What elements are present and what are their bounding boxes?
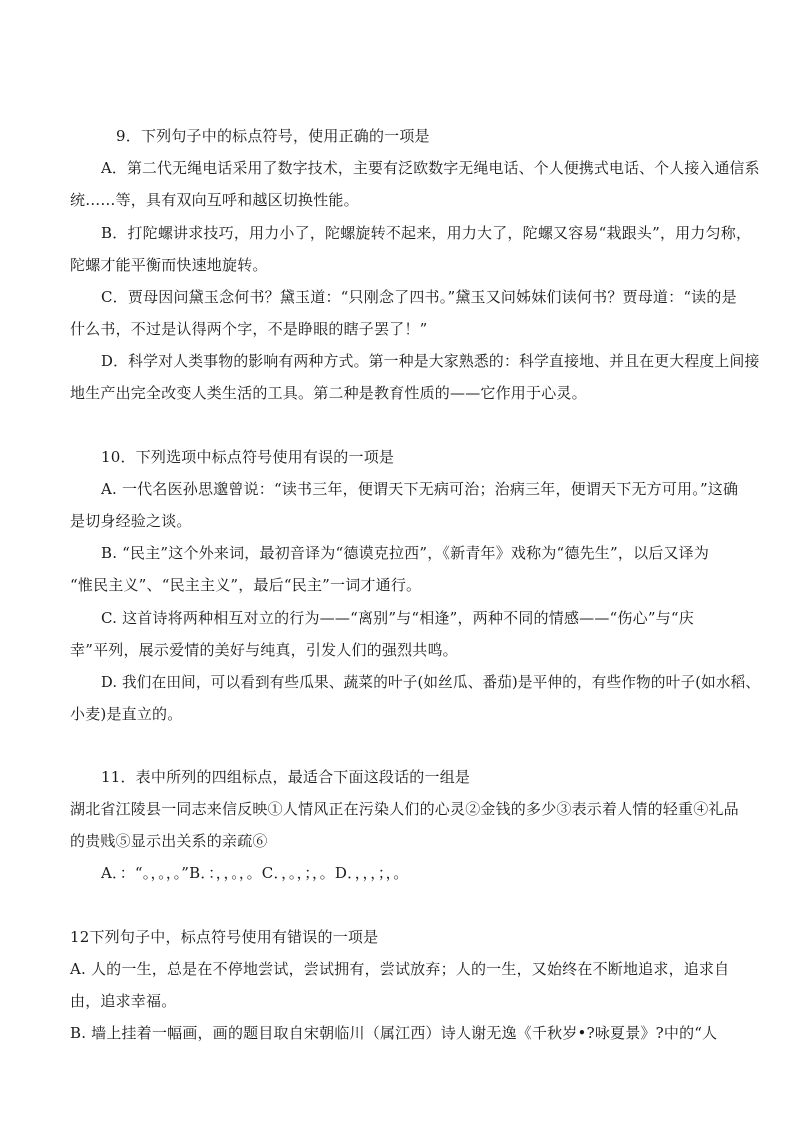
- q12-option-b-line1: B. 墙上挂着一幅画，画的题目取自宋朝临川（属江西）诗人谢无逸《千秋岁•?咏夏景》?中的“人: [70, 1024, 718, 1042]
- q10-option-b-line1: B. “民主”这个外来词，最初音译为“德谟克拉西”，《新青年》戏称为“德先生”，以后又译为: [101, 544, 710, 562]
- q11-title: 11．表中所列的四组标点，最适合下面这段话的一组是: [101, 768, 471, 786]
- q10-option-a-line1: A. 一代名医孙思邈曾说：“读书三年，便谓天下无病可治；治病三年，便谓天下无方可用。”这确: [101, 480, 739, 498]
- q9-option-b-line2: 陀螺才能平衡而快速地旋转。: [70, 256, 268, 274]
- q9-option-d-line2: 地生产出完全改变人类生活的工具。第二种是教育性质的——它作用于心灵。: [70, 384, 587, 402]
- q12-option-a-line1: A. 人的一生，总是在不停地尝试，尝试拥有，尝试放弃；人的一生，又始终在不断地追求，追求自: [70, 960, 730, 978]
- q10-option-d-line2: 小麦)是直立的。: [70, 705, 183, 723]
- q11-passage-line1: 湖北省江陵县一同志来信反映①人情风正在污染人们的心灵②金钱的多少③表示着人情的轻重④礼品: [70, 800, 739, 818]
- q11-options: A．：“。，。，。”B．：，，。，。C．，。，；，。D．，，，；，。: [101, 864, 409, 882]
- q9-option-c-line1: C．贾母因问黛玉念何书？黛玉道：“只刚念了四书。”黛玉又问姊妹们读何书？贾母道：“读的是: [101, 288, 737, 306]
- q12-option-a-line2: 由，追求幸福。: [70, 992, 177, 1010]
- q9-option-b-line1: B．打陀螺讲求技巧，用力小了，陀螺旋转不起来，用力大了，陀螺又容易“栽跟头”，用力匀称，: [101, 224, 752, 242]
- q10-option-b-line2: “惟民主义”、“民主主义”，最后“民主”一词才通行。: [70, 576, 422, 594]
- q11-passage-line2: 的贵贱⑤显示出关系的亲疏⑥: [70, 832, 268, 850]
- q10-option-c-line2: 幸”平列，展示爱情的美好与纯真，引发人们的强烈共鸣。: [70, 641, 458, 659]
- q10-option-c-line1: C. 这首诗将两种相互对立的行为——“离别”与“相逢”，两种不同的情感——“伤心”与“庆: [101, 609, 694, 627]
- q10-option-a-line2: 是切身经验之谈。: [70, 512, 192, 530]
- q9-title: 9．下列句子中的标点符号，使用正确的一项是: [116, 127, 430, 145]
- q10-title: 10．下列选项中标点符号使用有误的一项是: [101, 448, 395, 466]
- q9-option-d-line1: D．科学对人类事物的影响有两种方式。第一种是大家熟悉的：科学直接地、并且在更大程度上间接: [101, 352, 760, 370]
- q10-option-d-line1: D. 我们在田间，可以看到有些瓜果、蔬菜的叶子(如丝瓜、番茄)是平伸的，有些作物的叶子(如水稻、: [101, 673, 761, 691]
- q9-option-a-line2: 统……等，具有双向互呼和越区切换性能。: [70, 191, 359, 209]
- q9-option-c-line2: 什么书，不过是认得两个字，不是睁眼的瞎子罢了！”: [70, 320, 428, 338]
- q9-option-a-line1: A．第二代无绳电话采用了数字技术，主要有泛欧数字无绳电话、个人便携式电话、个人接入通信系: [101, 159, 760, 177]
- q12-title: 12下列句子中，标点符号使用有错误的一项是: [70, 928, 379, 946]
